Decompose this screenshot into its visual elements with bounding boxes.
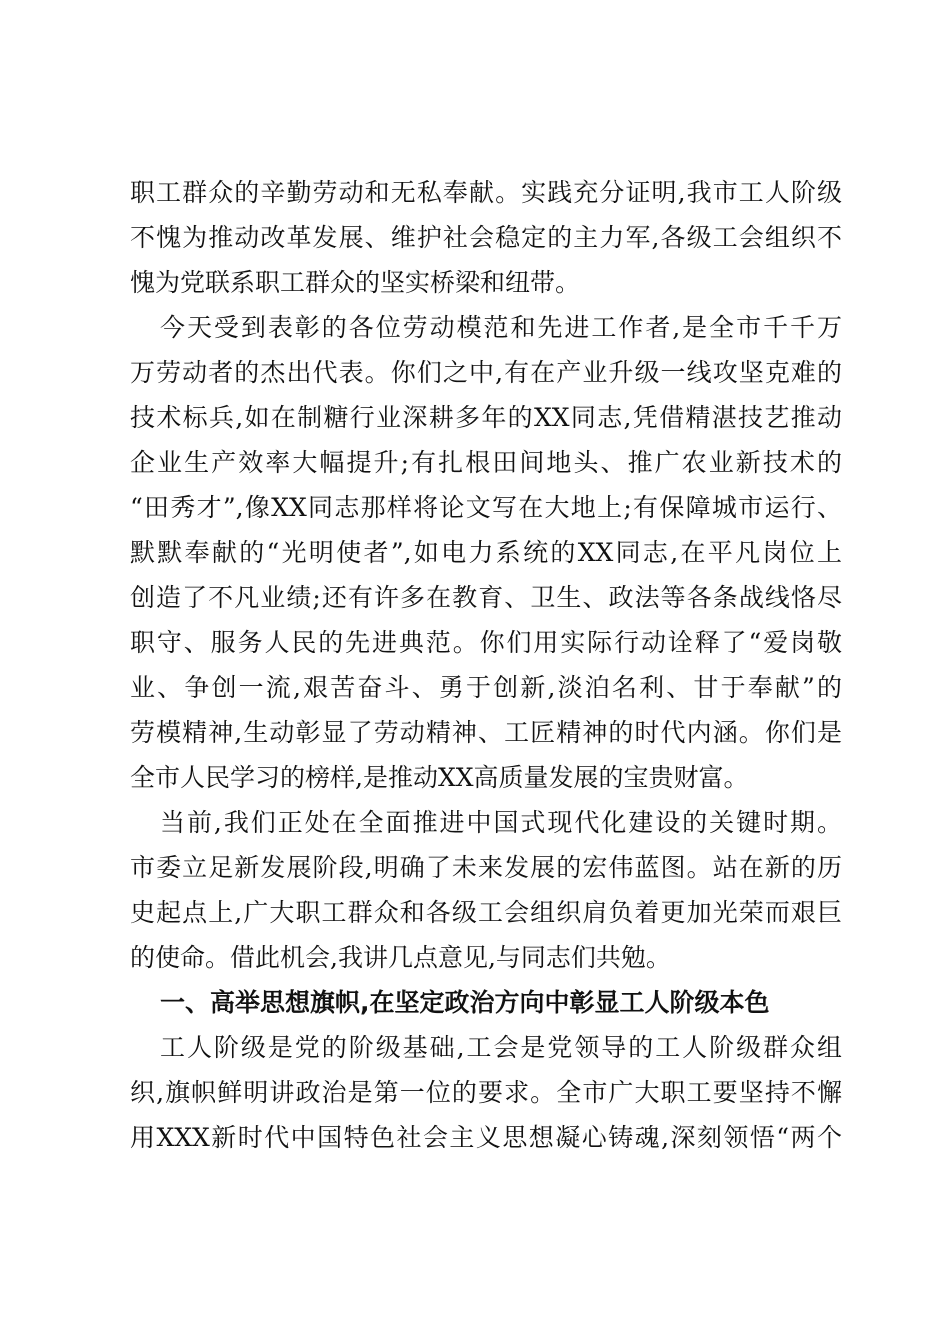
- text-line: 劳模精神,生动彰显了劳动精神、工匠精神的时代内涵。你们是: [130, 718, 842, 747]
- text-line: 今天受到表彰的各位劳动模范和先进工作者,是全市千千万: [160, 313, 842, 342]
- text-line: 史起点上,广大职工群众和各级工会组织肩负着更加光荣而艰巨: [130, 898, 842, 927]
- paragraph: [130, 1025, 842, 1160]
- paragraph: [130, 305, 842, 800]
- text-line: 默默奉献的“光明使者”,如电力系统的XX同志,在平凡岗位上: [130, 538, 842, 567]
- text-line: 不愧为推动改革发展、维护社会稳定的主力军,各级工会组织不: [130, 223, 842, 252]
- document-page: [130, 170, 842, 1160]
- text-line: 愧为党联系职工群众的坚实桥梁和纽带。: [130, 268, 581, 297]
- paragraph: [130, 170, 842, 305]
- text-line: 市委立足新发展阶段,明确了未来发展的宏伟蓝图。站在新的历: [130, 853, 842, 882]
- section-heading: 一、高举思想旗帜,在坚定政治方向中彰显工人阶级本色: [160, 988, 770, 1017]
- text-line: 创造了不凡业绩;还有许多在教育、卫生、政法等各条战线恪尽: [130, 583, 842, 612]
- text-line: 职工群众的辛勤劳动和无私奉献。实践充分证明,我市工人阶级: [130, 178, 842, 207]
- text-line: 织,旗帜鲜明讲政治是第一位的要求。全市广大职工要坚持不懈: [130, 1078, 842, 1107]
- text-line: 万劳动者的杰出代表。你们之中,有在产业升级一线攻坚克难的: [130, 358, 842, 387]
- text-line: 全市人民学习的榜样,是推动XX高质量发展的宝贵财富。: [130, 763, 749, 792]
- text-line: 企业生产效率大幅提升;有扎根田间地头、推广农业新技术的: [130, 448, 842, 477]
- paragraph: [130, 800, 842, 980]
- text-line: 工人阶级是党的阶级基础,工会是党领导的工人阶级群众组: [160, 1033, 842, 1062]
- text-line: 当前,我们正处在全面推进中国式现代化建设的关键时期。: [160, 808, 842, 837]
- text-line: 用XXX新时代中国特色社会主义思想凝心铸魂,深刻领悟“两个: [130, 1123, 842, 1152]
- text-line: “田秀才”,像XX同志那样将论文写在大地上;有保障城市运行、: [130, 493, 842, 522]
- text-line: 的使命。借此机会,我讲几点意见,与同志们共勉。: [130, 943, 671, 972]
- text-line: 业、争创一流,艰苦奋斗、勇于创新,淡泊名利、甘于奉献”的: [130, 673, 842, 702]
- text-line: 职守、服务人民的先进典范。你们用实际行动诠释了“爱岗敬: [130, 628, 842, 657]
- text-line: 技术标兵,如在制糖行业深耕多年的XX同志,凭借精湛技艺推动: [130, 403, 842, 432]
